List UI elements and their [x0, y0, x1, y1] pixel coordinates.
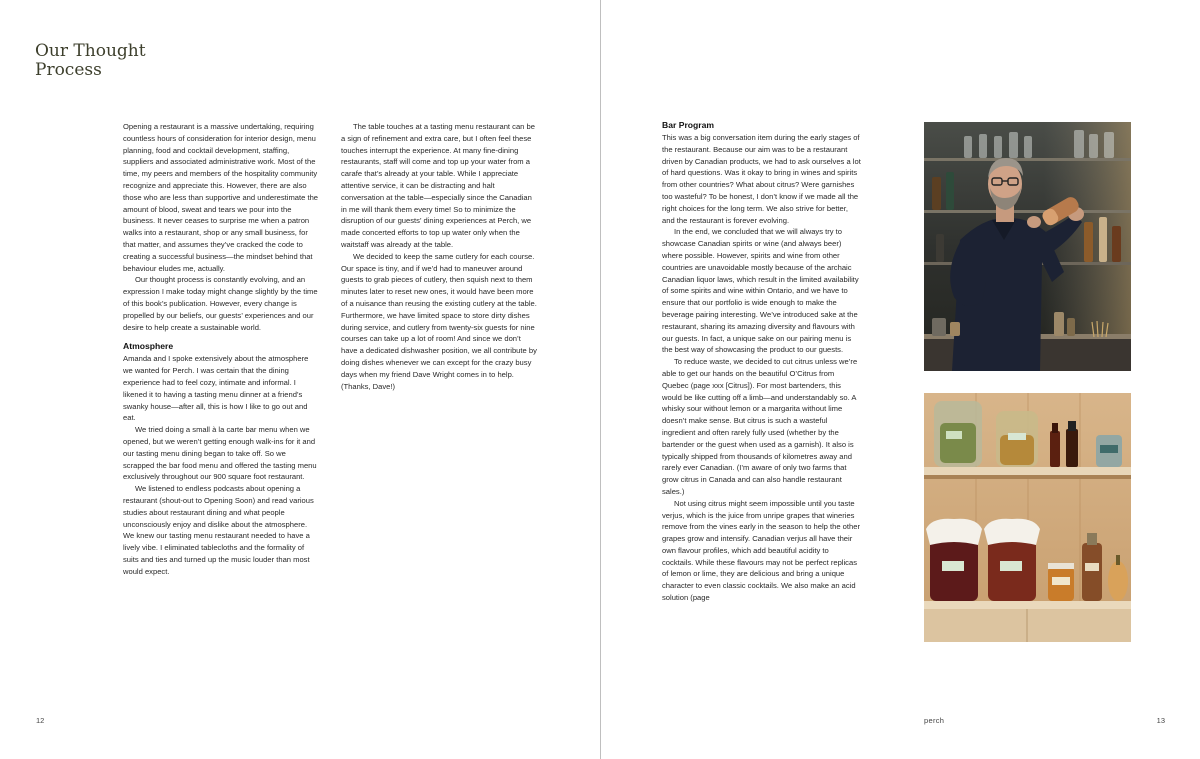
right-column: [662, 120, 862, 604]
bar-program-paragraph-1: This was a big conversation item during the early stages of the restaurant. Because our aim was to be a restaurant driven by Canadian products, we had to ask ourselves a lot of hard questions. Was it okay to bring in wines and spirits from other countries? What about citrus? Were garnishes too wasteful? To be honest, I don’t know if we made all the right choices for the long term. We also strive for better, and the restaurant is forever evolving.: [662, 133, 861, 225]
intro-paragraph-2: Our thought process is constantly evolving, and an expression I make today might change slightly by the time of this book’s publication. However, every change is propelled by our beliefs, our guests’ experiences and our desire to help create a sustainable world.: [123, 275, 318, 332]
cutlery-paragraph: We decided to keep the same cutlery for each course. Our space is tiny, and if we’d had to maneuver around guests to grab pieces of cutlery, then squish next to them minutes later to reset new ones, it would have been more of a nuisance than reusing the existing cutlery at the table. Furthermore, we have limited space to store dirty dishes during service, and cutlery from twenty-six guests for nine courses can take up a lot of room! And since we don’t have a dedicated dishwasher position, we all contribute by doing dishes whenever we can except for the crazy busy days when my friend Dave Wright comes in to help. (Thanks, Dave!): [341, 251, 537, 391]
bar-program-paragraph-4: Not using citrus might seem impossible until you taste verjus, which is the juice from unripe grapes that wineries remove from the vines early in the season to help the other grapes grow and intensify. Canadian verjus all have their own flavour profiles, which add beautiful acidity to cocktails. While these flavours may not be perfect replicas of lemon or lime, they are delicious and bring a unique character to even classic cocktails. We also make an acid solution (page: [662, 498, 860, 603]
bar-program-heading: Bar Program: [662, 120, 715, 130]
ferment-jars-photo: [924, 393, 1131, 642]
page-title-line-2: Process: [35, 60, 102, 80]
page-number-right: 13: [1156, 716, 1165, 725]
atmosphere-paragraph-3: We listened to endless podcasts about opening a restaurant (shout-out to Opening Soon) and read various studies about restaurant dining and what people unconsciously enjoy and dislike about the atmosphere. We knew our tasting menu restaurant needed to have a lively vibe. I eliminated tablecloths and the formality of suits and ties and turned up the music louder than most would expect.: [123, 484, 314, 576]
page-title: [35, 42, 146, 80]
atmosphere-paragraph-2: We tried doing a small à la carte bar menu when we opened, but we weren’t getting enough walk-ins for it and our tasting menu dining began to take off. So we scrapped the bar food menu and offered the tasting menu exclusively throughout our 900 square foot restaurant.: [123, 425, 317, 482]
bartender-photo: [924, 122, 1131, 371]
left-column-2: [341, 121, 539, 392]
left-column-1: [123, 121, 319, 577]
atmosphere-heading: Atmosphere: [123, 341, 174, 352]
right-page: [601, 0, 1200, 759]
running-footer: perch: [924, 716, 945, 725]
bar-program-paragraph-2: In the end, we concluded that we will always try to showcase Canadian spirits or wine (and always beer) where possible. However, spirits and wine from other countries are unavoidable mostly because of the archaic Canadian liquor laws, which result in the limited availability of some spirits and wine within Ontario, and we have to ensure that our portfolio is wide enough to make the beverage pairing interesting. We’ve introduced sake at the restaurant, sharing its amazing diversity and flavours with our guests. In fact, a unique sake on our pairing menu is the best way of showcasing the product to our guests.: [662, 227, 859, 355]
atmosphere-paragraph-1: Amanda and I spoke extensively about the atmosphere we wanted for Perch. I was certain that the dining experience had to feel cozy, intimate and informal. I likened it to having a tasting menu dinner at a friend’s swanky house—after all, this is how I like to go out and eat.: [123, 354, 309, 423]
intro-paragraph-1: Opening a restaurant is a massive undertaking, requiring countless hours of consideration for interior design, menu planning, food and cocktail development, staffing, suppliers and associated administrative work. Most of the time, my peers and members of the hospitality community recognize and appreciate this. However, there are also those who are less than supportive and underestimate the amount of blood, sweat and tears we pour into the business. It never ceases to surprise me when a patron walks into a restaurant, shop or any small business, for that matter, and assumes they’ve cracked the code to creating a successful business—the mindset behind that behaviour eludes me, actually.: [123, 122, 319, 273]
page-number-left: 12: [36, 716, 45, 725]
table-touches-paragraph: The table touches at a tasting menu restaurant can be a sign of refinement and extra care, but I often feel these touches interrupt the experience. At many fine-dining restaurants, staff will come and top up your water from a carafe that’s already at your table. While I appreciate attentive service, it can be distracting and halt conversation at the table—especially since the Canadian in me will thank them every time! So to minimize the disruption of our guests’ dining experiences at Perch, we made concerted efforts to top up water only when the waitstaff was already at the table.: [341, 122, 535, 249]
bar-program-paragraph-3: To reduce waste, we decided to cut citrus unless we’re able to get our hands on the beautiful O’Citrus from Quebec (page xxx [Citrus]). For most bartenders, this would be like cutting off a limb—and understandably so. A whisky sour without lemon or a margarita without lime doesn’t make sense. But citrus is such a wasteful ingredient and often rarely fully used (whether by the bartender or the guest when used as a garnish). It also is typically shipped from thousands of kilometres away and rarely ever Canadian. (I’m aware of only two farms that grow citrus in Canada and can also handle restaurant sales.): [662, 357, 858, 496]
page-title-line-1: Our Thought: [35, 41, 146, 61]
